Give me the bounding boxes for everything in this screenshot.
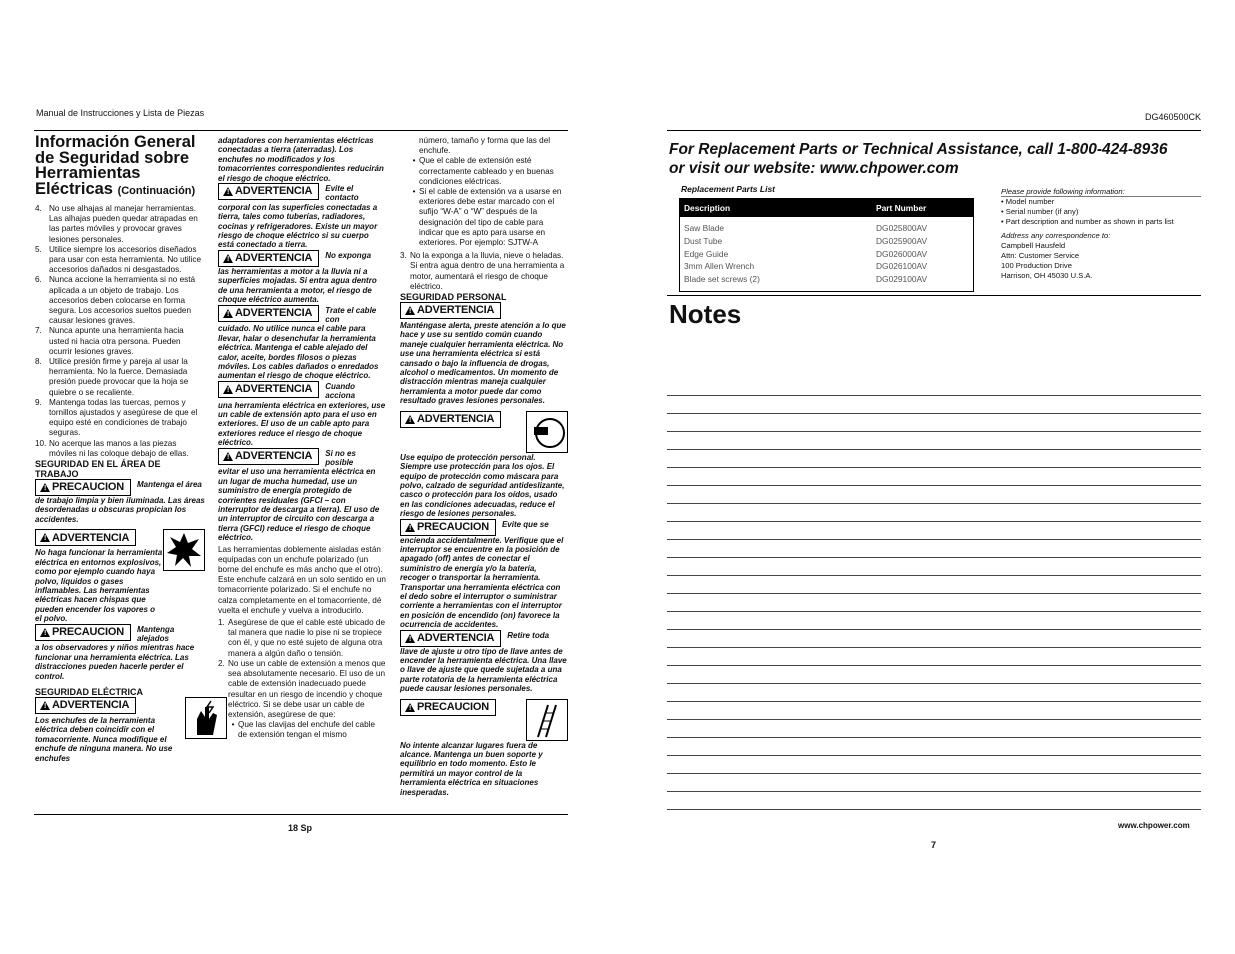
explosion-icon — [163, 529, 205, 571]
note-line — [667, 593, 1201, 594]
table-row: 3mm Allen Wrench DG026100AV — [684, 261, 928, 272]
note-line — [667, 395, 1201, 396]
numbered-list-b — [218, 618, 386, 720]
ladder-icon — [526, 699, 568, 741]
warning-triangle-icon — [223, 385, 233, 394]
numbered-list-a — [35, 204, 205, 459]
header-manual-title: Manual de Instrucciones y Lista de Piezas — [36, 108, 205, 118]
caution-block: ! PRECAUCION Mantenga alejados — [35, 624, 205, 644]
precaucion-badge: ! PRECAUCION — [35, 479, 131, 496]
column-header-description: Description — [680, 199, 872, 217]
list-item: 2. No use un cable de extensión a menos que sea absolutamente necesario. El uso de un cable de extensión inadecuado puede resultar en un riesgo de incendio y choque eléctrico. Si se debe usar un cable de extensión, asegúrese de que: — [218, 658, 386, 719]
footer-url: www.chpower.com — [1118, 821, 1190, 830]
parts-table-frame — [679, 198, 974, 292]
column-2: adaptadores con herramientas eléctricas conectadas a tierra (aterradas). Los enchufes no modificados y los tomacorrientes correspondientes reducirán el riesgo de choque eléctrico. ! ADVERTENCIA Evite el contacto corporal con las superficies conectadas a tierra, tales como tuberías, radiadores, cocinas y refrigeradores. Existe un mayor riesgo de choque eléctrico si su cuerpo está conectado a tierra. ! ADVERTENCIA No exponga las herramientas a motor a la lluvia ni a superficies mojadas. Si entra agua dentro de una herramienta a motor, el riesgo de choque eléctrico aumenta. ! ADVERTENCIA Trate el cable con cuidado. No utilice nunca el cable para llevar, halar o desenchufar la herramienta eléctrica. Mantenga el cable alejado del calor, aceite, bordes filosos o piezas móviles. Los cables dañados o enredados aumentan el riesgo de choque eléctrico. ! ADVERTENCIA Cuando acciona una herramienta eléctrica en exteriores, use un cable de extensión apto para el uso en exteriores. El uso de un cable apto para exteriores reduce el riesgo de choque eléctrico. ! ADVERTENCIA Si no es posible evitar el uso una herramienta eléctrica en un lugar de mucha humedad, use un suministro de energía protegido de corrientes residuales (GFCI – con interruptor de descarga a tierra). El uso de un interruptor de circuito con descarga a tierra (GFCI) reduce el riesgo de choque eléctrico. Las herramientas doblemente aisladas están equipadas con un enchufe polarizado (un borne del enchufe es más ancho que el otro). Este enchufe calzará en un solo sentido en un tomacorriente polarizado. Si el enchufe no calza completamente en el tomacorriente, dé vuelta el enchufe y vuelva a introducirlo. 1. Asegúrese de que el cable esté ubicado de tal manera que nadie lo pise ni se tropiece con él, y que no esté sujeto de alguna otra manera a algún daño o tensión. 2. No use un cable de extensión a menos que sea absolutamente necesario. El uso de un cable de extensión inadecuado puede resultar en un riesgo de incendio y choque eléctrico. Si se debe usar un cable de extensión, asegúrese de que: • Que las clavijas del enchufe del cable de extensión tengan el mismo — [218, 136, 386, 741]
note-line — [667, 413, 1201, 414]
title-continuation: (Continuación) — [117, 184, 196, 197]
note-line — [667, 611, 1201, 612]
parts-list-title: Replacement Parts List — [681, 184, 776, 194]
warning-triangle-icon — [223, 452, 233, 461]
table-header-row — [680, 199, 973, 217]
note-line — [667, 755, 1201, 756]
table-row: Edge Guide DG026000AV — [684, 248, 928, 259]
advertencia-badge: ! ADVERTENCIA — [400, 411, 501, 428]
note-line — [667, 575, 1201, 576]
precaucion-badge: ! PRECAUCION — [400, 699, 496, 716]
top-rule-right — [667, 130, 1201, 131]
note-line — [667, 467, 1201, 468]
bottom-rule-left — [34, 814, 568, 815]
note-line — [667, 791, 1201, 792]
replacement-heading: For Replacement Parts or Technical Assistance, call 1-800-424-8936 or visit our website: www.chpower.com — [669, 141, 1168, 177]
table-row: Dust Tube DG025900AV — [684, 236, 928, 247]
list-item: 7. Nunca apunte una herramienta hacia usted ni hacia otra persona. Pueden ocurrir lesiones graves. — [35, 326, 184, 356]
warning-triangle-icon — [405, 703, 415, 712]
note-line — [667, 683, 1201, 684]
advertencia-badge: ! ADVERTENCIA — [400, 302, 501, 319]
table-row: Blade set screws (2) DG029100AV — [684, 274, 928, 285]
list-item: • Que las clavijas del enchufe del cable de extensión tengan el mismo — [231, 720, 375, 740]
bullet-list-b — [228, 720, 386, 740]
subheading-personal: SEGURIDAD PERSONAL — [400, 292, 507, 303]
section-title: Información General de Seguridad sobre Herramientas Eléctricas (Continuación) — [35, 133, 196, 198]
warning-block: ! ADVERTENCIA Si no es posible — [218, 448, 386, 468]
subheading-work-area: SEGURIDAD EN EL ÁREA DE TRABAJO — [35, 459, 161, 480]
note-line — [667, 737, 1201, 738]
list-item: 6. Nunca accione la herramienta si no está aplicada a un objeto de trabajo. Los accesorios deben colocarse en forma segura. Los accesorios sueltos pueden causar lesiones graves. — [35, 275, 196, 326]
notes-title: Notes — [669, 299, 742, 329]
note-line — [667, 773, 1201, 774]
notes-top-rule — [667, 295, 1201, 296]
list-item: 1. Asegúrese de que el cable esté ubicado de tal manera que nadie lo pise ni se tropiece con él, y que no esté sujeto de alguna otra manera a algún daño o tensión. — [218, 618, 386, 658]
warning-triangle-icon — [405, 523, 415, 532]
list-item: • Si el cable de extensión va a usarse en exteriores debe estar marcado con el sufijo “W-A” o “W” después de la designación del tipo de cable para indicar que es apto para usarse en exteriores. Por ejemplo: SJTW-A — [412, 187, 562, 248]
numbered-list-c — [400, 251, 568, 292]
note-line — [667, 629, 1201, 630]
advertencia-badge: ! ADVERTENCIA — [218, 250, 319, 267]
warning-block: ! ADVERTENCIA Los enchufes de la herramienta eléctrica deben coincidir con el tomacorriente. Nunca modifique el enchufe de ninguna manera. No use enchufes — [35, 697, 205, 763]
warning-block: ! ADVERTENCIA Evite el contacto — [218, 183, 386, 203]
page-number-right: 7 — [931, 840, 937, 850]
warning-triangle-icon — [40, 533, 50, 542]
precaucion-badge: ! PRECAUCION — [35, 624, 131, 641]
list-item: 10. No acerque las manos a las piezas móviles ni las coloque debajo de ellas. — [35, 438, 189, 458]
advertencia-badge: ! ADVERTENCIA — [400, 630, 501, 647]
warning-triangle-icon — [40, 628, 50, 637]
warning-block: ! ADVERTENCIA Retire toda — [400, 630, 568, 647]
warning-triangle-icon — [40, 701, 50, 710]
note-line — [667, 665, 1201, 666]
safety-glasses-icon — [526, 411, 568, 453]
page-number-left: 18 Sp — [288, 823, 313, 833]
caution-block — [400, 699, 568, 741]
advertencia-badge: ! ADVERTENCIA — [218, 305, 319, 322]
warning-triangle-icon — [223, 254, 233, 263]
warning-triangle-icon — [223, 187, 233, 196]
list-item: • Que el cable de extensión esté correctamente cableado y en buenas condiciones eléctricas. — [412, 156, 554, 186]
warning-triangle-icon — [223, 309, 233, 318]
list-item: 8. Utilice presión firme y pareja al usar la herramienta. No la fuerce. Demasiada presión puede provocar que la hoja se quiebre o se recaliente. — [35, 357, 189, 397]
list-item: 5. Utilice siempre los accesorios diseñados para usar con esta herramienta. No utilice accesorios dañados ni desgastados. — [35, 244, 202, 275]
advertencia-badge: ! ADVERTENCIA — [218, 448, 319, 465]
top-rule-left — [34, 130, 568, 131]
note-line — [667, 809, 1201, 810]
note-line — [667, 701, 1201, 702]
list-item: 9. Mantenga todas las tuercas, pernos y tornillos ajustados y asegúrese de que el equipo esté en condiciones de trabajo seguras. — [35, 397, 198, 438]
column-3: número, tamaño y forma que las del enchufe. • Que el cable de extensión esté correctamente cableado y en buenas condiciones eléctricas. • Si el cable de extensión va a usarse en exteriores debe estar marcado con el sufijo “W-A” o “W” después de la designación del tipo de cable para indicar que es apto para usarse en exteriores. Por ejemplo: SJTW-A 3. No la exponga a la lluvia, nieve o heladas. Si entra agua dentro de una herramienta a motor, aumentará el riesgo de choque eléctrico. SEGURIDAD PERSONAL ! ADVERTENCIA Manténgase alerta, preste atención a lo que hace y use su sentido común cuando maneje cualquier herramienta eléctrica. No use una herramienta eléctrica si está cansado o bajo la influencia de drogas, alcohol o medicamentos. Un momento de distracción mientras maneja cualquier herramienta a motor puede dar como resultado graves lesiones personales. ! ADVERTENCIA Use equipo de protección personal. Siempre use protección para los ojos. El equipo de protección como máscara para polvo, calzado de seguridad antideslizante, casco o protección para los oídos, usado en las condiciones adecuadas, reduce el riesgo de lesiones personales. ! PRECAUCION Evite que se encienda accidentalmente. Verifique que el interruptor se encuentre en la posición de apagado (off) antes de conectar el suministro de energía y/o la batería, recoger o transportar la herramienta. Transportar una herramienta eléctrica con el dedo sobre el interruptor o suministrar corriente a herramientas con el interruptor en posición de encendido (on) favorece la ocurrencia de accidentes. ! ADVERTENCIA Retire toda llave de ajuste u otro tipo de llave antes de encender la herramienta eléctrica. Una llave o llave de ajuste que quede sujetada a una parte rotatoria de la herramienta eléctrica puede causar lesiones personales. ! PRECAUCION No intente alcanzar lugares fuera de alcance. Mantenga un buen soporte y equilibrio en todo momento. Esto le permitirá un mayor control de la herramienta eléctrica en situaciones inesperadas. — [400, 136, 568, 797]
note-line — [667, 503, 1201, 504]
note-line — [667, 539, 1201, 540]
note-line — [667, 449, 1201, 450]
note-line — [667, 431, 1201, 432]
subheading-electrical: SEGURIDAD ELÉCTRICA — [35, 686, 144, 697]
advertencia-badge: ! ADVERTENCIA — [35, 697, 136, 714]
note-line — [667, 485, 1201, 486]
warning-block: ! ADVERTENCIA Cuando acciona — [218, 381, 386, 401]
note-line — [667, 521, 1201, 522]
advertencia-badge: ! ADVERTENCIA — [218, 183, 319, 200]
column-header-part-number: Part Number — [872, 199, 973, 217]
warning-triangle-icon — [40, 483, 50, 492]
caution-block: ! PRECAUCION Evite que se — [400, 519, 568, 536]
header-model-number: DG460500CK — [1145, 112, 1202, 122]
table-row: Saw Blade DG025800AV — [684, 223, 928, 234]
warning-block: ! ADVERTENCIA No haga funcionar la herramienta eléctrica en entornos explosivos, como por ejemplo cuando haya polvo, líquidos o gases inflamables. Las herramientas eléctricas hacen chispas que pueden encender los vapores o el polvo. — [35, 529, 205, 623]
note-line — [667, 719, 1201, 720]
note-line — [667, 647, 1201, 648]
precaucion-badge: ! PRECAUCION — [400, 519, 496, 536]
note-line — [667, 557, 1201, 558]
warning-block — [400, 411, 568, 453]
warning-block: ! ADVERTENCIA Trate el cable con — [218, 305, 386, 325]
list-item: 3. No la exponga a la lluvia, nieve o heladas. Si entra agua dentro de una herramienta a motor, aumentará el riesgo de choque eléctrico. — [400, 251, 565, 291]
bullet-list-c — [409, 156, 568, 248]
advertencia-badge: ! ADVERTENCIA — [218, 381, 319, 398]
list-item: 4. No use alhajas al manejar herramientas. Las alhajas pueden quedar atrapadas en las partes móviles y provocar graves lesiones personales. — [35, 204, 198, 244]
warning-block: ! ADVERTENCIA No exponga — [218, 250, 386, 267]
advertencia-badge: ! ADVERTENCIA — [35, 529, 136, 546]
caution-block: ! PRECAUCION Mantenga el área — [35, 479, 205, 496]
warning-triangle-icon — [405, 634, 415, 643]
info-block: Please provide following information: • Model number • Serial number (if any) • Part description and number as shown in parts list Address any correspondence to: Campbell Hausfeld Attn: Customer Service 100 Production Drive Harrison, OH 45030 U.S.A. — [1001, 187, 1174, 280]
warning-triangle-icon — [405, 306, 415, 315]
warning-triangle-icon — [405, 415, 415, 424]
parts-table — [680, 199, 973, 291]
column-1: Información General de Seguridad sobre Herramientas Eléctricas (Continuación) 4. No use alhajas al manejar herramientas. Las alhajas pueden quedar atrapadas en las partes móviles y provocar graves lesiones personales. 5. Utilice siempre los accesorios diseñados para usar con esta herramienta. No utilice accesorios dañados ni desgastados. 6. Nunca accione la herramienta si no está aplicada a un objeto de trabajo. Los accesorios deben colocarse en forma segura. Los accesorios sueltos pueden causar lesiones graves. 7. Nunca apunte una herramienta hacia usted ni hacia otra persona. Pueden ocurrir lesiones graves. 8. Utilice presión firme y pareja al usar la herramienta. No la fuerce. Demasiada presión puede provocar que la hoja se quiebre o se recaliente. 9. Mantenga todas las tuercas, pernos y tornillos ajustados y asegúrese de que el equipo esté en condiciones de trabajo seguras. 10. No acerque las manos a las piezas móviles ni las coloque debajo de ellas. SEGURIDAD EN EL ÁREA DE TRABAJO ! PRECAUCION Mantenga el área de trabajo limpia y bien iluminada. Las áreas desordenadas u obscuras propician los accidentes. ! ADVERTENCIA No haga funcionar la herramienta eléctrica en entornos explosivos, como por ejemplo cuando haya polvo, líquidos o gases inflamables. Las herramientas eléctricas hacen chispas que pueden encender los vapores o el polvo. ! PRECAUCION Mantenga alejados a los observadores y niños mientras hace funcionar una herramienta eléctrica. Las distracciones pueden hacerle perder el control. SEGURIDAD ELÉCTRICA ! ADVERTENCIA Los enchufes de la herramienta eléctrica deben coincidir con el tomacorriente. Nunca modifique el enchufe de ninguna manera. No use enchufes — [35, 135, 205, 763]
